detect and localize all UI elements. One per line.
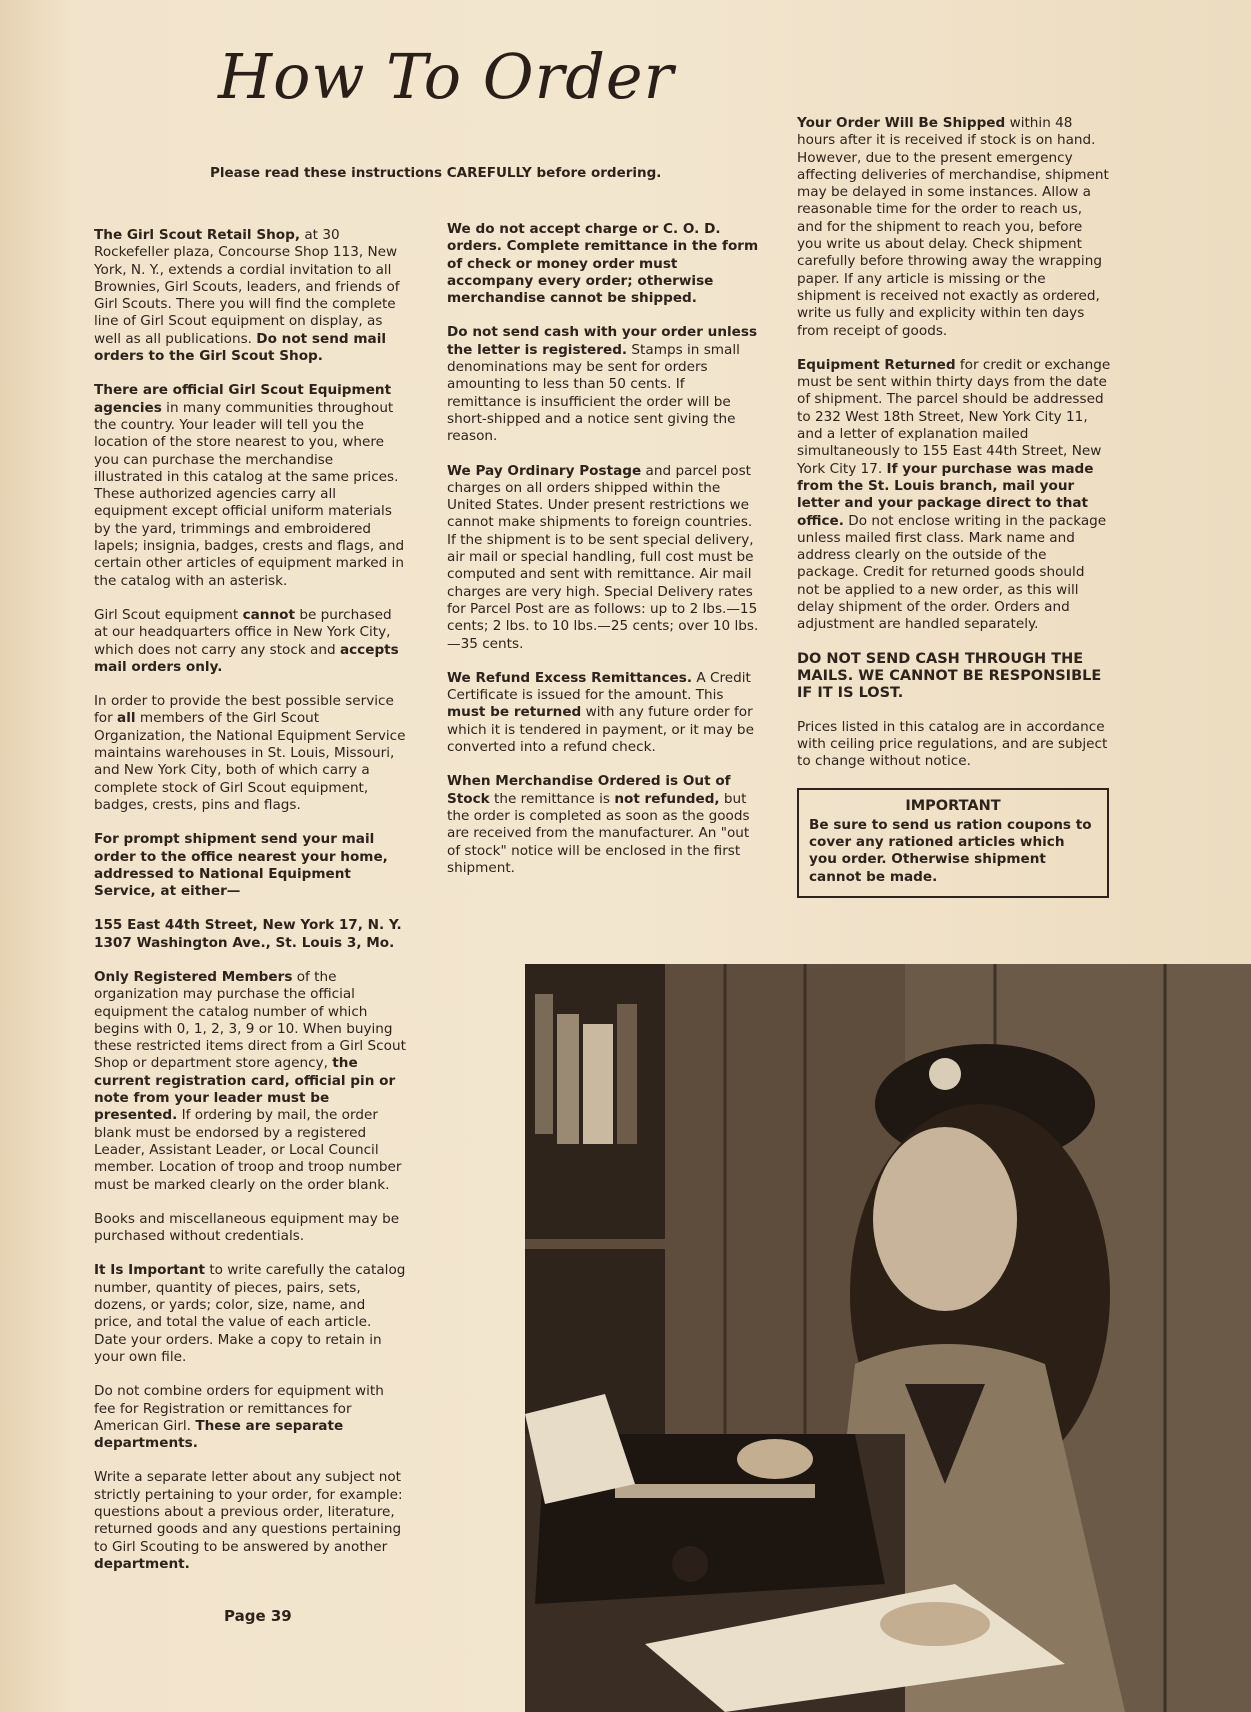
bold-text: We Pay Ordinary Postage bbox=[447, 462, 642, 479]
hand-typing bbox=[737, 1439, 813, 1479]
bold-text: If your purchase was made from the St. Louis branch, mail your letter and your package direct to that office. bbox=[797, 460, 1094, 529]
paragraph bbox=[447, 221, 759, 307]
bold-text: We do not accept charge or C. O. D. orders. Complete remittance in the form of check or money order must accompany every order; otherwise merchandise cannot be shipped. bbox=[447, 221, 759, 307]
column-right bbox=[797, 115, 1111, 898]
price-notice: Prices listed in this catalog are in accordance with ceiling price regulations, and are subject to change without notice. bbox=[797, 718, 1108, 770]
text: within 48 hours after it is received if stock is on hand. However, due to the present emergency affecting deliveries of merchandise, shipment may be delayed in some instances. Allow a reasonable time for the order to reach us, and for the shipment to reach you, before you write us about delay. Check shipment carefully before throwing away the wrapping paper. If any article is missing or the shipment is received not exactly as ordered, write us fully and explicity within ten days from receipt of goods. bbox=[797, 115, 1109, 339]
text: In order to provide the best possible service for bbox=[94, 693, 394, 727]
bold-text: It Is Important bbox=[94, 1262, 206, 1279]
text: but the order is completed as soon as the goods are received from the manufacturer. An "out of stock" notice will be enclosed in the first shipment. bbox=[447, 790, 750, 876]
address-st-louis: 1307 Washington Ave., St. Louis 3, Mo. bbox=[94, 934, 395, 951]
address-new-york: 155 East 44th Street, New York 17, N. Y. bbox=[94, 917, 402, 934]
text: Stamps in small denominations may be sent for orders amounting to less than 50 cents. If remittance is insufficient the order will be short-shipped and a notice sent giving the reason. bbox=[447, 341, 740, 445]
bold-text: Do not send cash with your order unless the letter is registered. bbox=[447, 324, 758, 358]
paragraph bbox=[94, 1469, 406, 1573]
bold-text: These are separate departments. bbox=[94, 1417, 344, 1452]
paragraph bbox=[447, 463, 759, 653]
cash-warning: DO NOT SEND CASH THROUGH THE MAILS. WE CANNOT BE RESPONSIBLE IF IT IS LOST. bbox=[797, 650, 1102, 701]
bold-text: department. bbox=[94, 1555, 190, 1572]
paragraph bbox=[94, 382, 406, 590]
paragraph bbox=[447, 324, 759, 445]
hand bbox=[880, 1602, 990, 1646]
bold-text: the current registration card, official pin or note from your leader must be presented. bbox=[94, 1055, 396, 1124]
text: Girl Scout equipment bbox=[94, 606, 243, 623]
paragraph bbox=[797, 115, 1111, 340]
face bbox=[873, 1127, 1017, 1311]
text: at 30 Rockefeller plaza, Concourse Shop 113, New York, N. Y., extends a cordial invitation to all Brownies, Girl Scouts, leaders, and friends of Girl Scouts. There you will find the complete line of Girl Scout equipment on display, as well as all publications. bbox=[94, 227, 400, 347]
text: of the organization may purchase the official equipment the catalog number of which begins with 0, 1, 2, 3, 9 or 10. When buying these restricted items direct from a Girl Scout Shop or department store agency, bbox=[94, 968, 406, 1072]
photo-girl-scout-typewriter bbox=[525, 964, 1251, 1712]
text: A Credit Certificate is issued for the amount. This bbox=[447, 669, 751, 704]
bold-text: must be returned bbox=[447, 704, 582, 721]
text: Do not enclose writing in the package unless mailed first class. Mark name and address clearly on the outside of the package. Credit for returned goods should not be applied to a new order, as this will delay shipment of the order. Orders and adjustment are handled separately. bbox=[797, 512, 1107, 633]
text: and parcel post charges on all orders shipped within the United States. Under present restrictions we cannot make shipments to foreign countries. If the shipment is to be sent special delivery, air mail or special handling, full cost must be computed and sent with remittance. Air mail charges are very high. Special Delivery rates for Parcel Post are as follows: up to 2 lbs.—15 cents; 2 lbs. to 10 lbs.—25 cents; over 10 lbs.—35 cents. bbox=[447, 462, 759, 652]
bold-text: Only Registered Members bbox=[94, 968, 293, 985]
paragraph bbox=[94, 227, 406, 365]
page-title: How To Order bbox=[218, 40, 675, 113]
paragraph bbox=[797, 357, 1111, 634]
important-notice-box bbox=[797, 788, 1109, 898]
text: be purchased at our headquarters office in New York City, which does not carry any stock and bbox=[94, 606, 392, 658]
bold-text: Your Order Will Be Shipped bbox=[797, 115, 1006, 131]
bold-text: For prompt shipment send your mail order to the office nearest your home, addressed to National Equipment Service, at either— bbox=[94, 831, 388, 900]
bold-text: Equipment Returned bbox=[797, 356, 956, 373]
text: with any future order for which it is tendered in payment, or it may be converted into a refund check. bbox=[447, 704, 754, 756]
text: Do not combine orders for equipment with fee for Registration or remittances for American Girl. bbox=[94, 1383, 384, 1434]
paragraph bbox=[94, 1262, 406, 1366]
paragraph bbox=[94, 969, 406, 1194]
bold-text: accepts mail orders only. bbox=[94, 641, 399, 675]
bold-text: not refunded, bbox=[614, 790, 720, 807]
column-middle bbox=[447, 221, 759, 894]
text: If ordering by mail, the order blank must be endorsed by a registered Leader, Assistant Leader, or Local Council member. Location of troop and troop number must be marked clearly on the order blank. bbox=[94, 1107, 402, 1193]
paragraph bbox=[94, 831, 406, 900]
important-text: Be sure to send us ration coupons to cover any rationed articles which you order. Otherwise shipment cannot be made. bbox=[809, 816, 1092, 885]
page-number: Page 39 bbox=[224, 1607, 292, 1625]
text: Write a separate letter about any subject not strictly pertaining to your order, for example: questions about a previous order, literature, returned goods and any questions pertaining to Girl Scouting to be answered by another bbox=[94, 1469, 403, 1555]
photo-illustration bbox=[525, 964, 1251, 1712]
column-left bbox=[94, 227, 406, 1590]
text: to write carefully the catalog number, quantity of pieces, pairs, sets, dozens, or yards; color, size, name, and price, and total the value of each article. Date your orders. Make a copy to retain in your own file. bbox=[94, 1262, 406, 1365]
bold-text: The Girl Scout Retail Shop, bbox=[94, 227, 301, 243]
important-title: IMPORTANT bbox=[905, 797, 1001, 814]
bold-text: Do not send mail orders to the Girl Scout Shop. bbox=[94, 330, 387, 365]
paragraph bbox=[94, 1383, 406, 1452]
text: in many communities throughout the country. Your leader will tell you the location of the store nearest to you, where you can purchase the merchandise illustrated in this catalog at the same prices. These authorized agencies carry all equipment except official uniform materials by the yard, trimmings and embroidered lapels; insignia, badges, crests and flags, and certain other articles of equipment marked in the catalog with an asterisk. bbox=[94, 399, 405, 589]
paragraph bbox=[447, 773, 759, 877]
paragraph bbox=[94, 607, 406, 676]
text: members of the Girl Scout Organization, the National Equipment Service maintains warehouses in St. Louis, Missouri, and New York City, both of which carry a complete stock of Girl Scout equipment, badges, crests, pins and flags. bbox=[94, 710, 406, 813]
text: the remittance is bbox=[489, 790, 615, 807]
text: Books and miscellaneous equipment may be purchased without credentials. bbox=[94, 1210, 400, 1245]
paragraph bbox=[94, 693, 406, 814]
bold-text: There are official Girl Scout Equipment agencies bbox=[94, 382, 392, 416]
intro-instruction: Please read these instructions CAREFULLY before ordering. bbox=[210, 165, 662, 181]
bold-text: We Refund Excess Remittances. bbox=[447, 669, 693, 686]
bold-text: cannot bbox=[242, 606, 296, 623]
text: for credit or exchange must be sent within thirty days from the date of shipment. The parcel should be addressed to 232 West 18th Street, New York City 11, and a letter of explanation mailed simultaneously to 155 East 44th Street, New York City 17. bbox=[797, 356, 1111, 477]
bold-text: When Merchandise Ordered is Out of Stock bbox=[447, 773, 731, 807]
paragraph bbox=[447, 670, 759, 756]
bold-text: all bbox=[117, 710, 136, 727]
badge-emblem bbox=[929, 1058, 961, 1090]
paragraph bbox=[94, 1211, 406, 1246]
